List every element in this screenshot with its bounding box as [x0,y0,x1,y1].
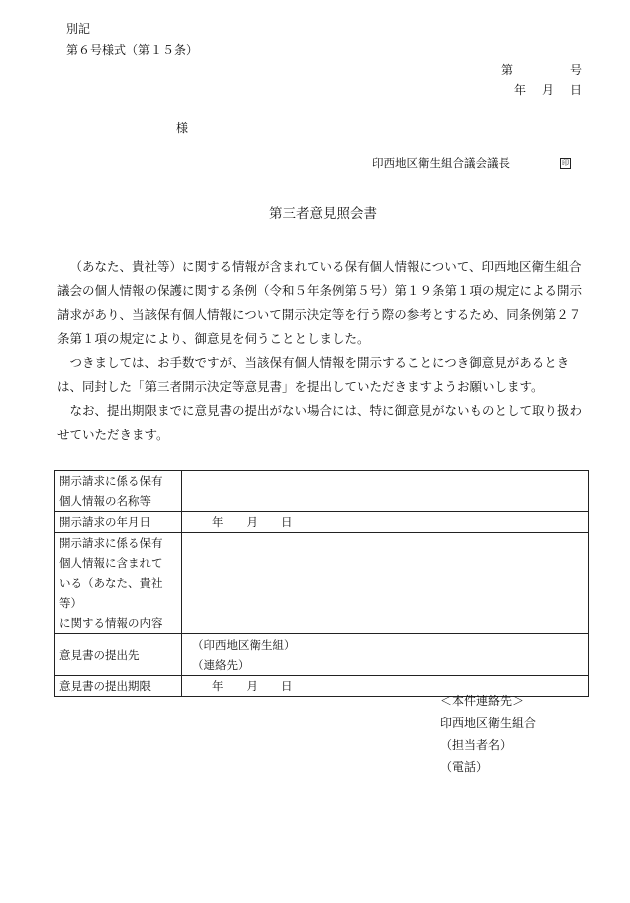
row-value-submission-deadline: 年 月 日 [182,676,589,697]
row-label-line: に関する情報の内容 [59,616,163,630]
contact-phone: （電話） [440,760,489,774]
doc-number-prefix: 第 [501,63,514,77]
contact-block [440,690,536,778]
addressee-honorific: 様 [176,121,189,135]
date-day: 日 [570,83,583,97]
table-row [55,634,589,676]
row-label-line: 個人情報に含まれて [59,556,163,570]
body-paragraph-1: （あなた、貴社等）に関する情報が含まれている保有個人情報について、印西地区衛生組合議会の個人情報の保護に関する条例（令和５年条例第５号）第１９条第１項の規定による開示請求があり、当該保有個人情報について開示決定等を行う際の参考とするため、同条例第２７条第１項の規定により、御意見を伺うこととしました。 [57,259,583,346]
body-paragraph-2: つきましては、お手数ですが、当該保有個人情報を開示することにつき御意見があるときは、同封した「第三者開示決定等意見書」を提出していただきますようお願いします。 [57,355,570,394]
table-row [55,533,589,634]
destination-line: （印西地区衛生組） [192,637,296,652]
table-row [55,512,589,533]
row-label-line: 開示請求に係る保有 [59,474,163,488]
row-value-requested-info [182,471,589,512]
row-label-requested-info [55,471,182,512]
date-month: 月 [542,83,555,97]
contact-heading: ＜本件連絡先＞ [440,694,525,708]
row-label-line: 開示請求に係る保有 [59,536,163,550]
row-label-submission-destination: 意見書の提出先 [55,634,182,676]
document-title: 第三者意見照会書 [269,206,377,222]
body-paragraph-3: なお、提出期限までに意見書の提出がない場合には、特に御意見がないものとして取り扱わせていただきます。 [57,403,583,442]
body-text [57,255,593,447]
date-year: 年 [514,83,527,97]
destination-contact-line: （連絡先） [192,657,250,672]
form-number: 第６号様式（第１５条） [66,43,199,57]
row-label-request-date: 開示請求の年月日 [55,512,182,533]
row-label-submission-deadline: 意見書の提出期限 [55,676,182,697]
contact-person: （担当者名） [440,738,513,752]
contact-organization: 印西地区衛生組合 [440,716,537,730]
row-value-info-content [182,533,589,634]
row-label-info-content [55,533,182,634]
inquiry-table [54,470,589,697]
row-value-request-date: 年 月 日 [182,512,589,533]
seal-mark: 印 [562,159,569,167]
table-row [55,471,589,512]
row-value-submission-destination [182,634,589,676]
doc-number-suffix: 号 [570,63,583,77]
sender-name: 印西地区衛生組合議会議長 [372,156,510,170]
appendix-label: 別記 [66,22,91,36]
row-label-line: 個人情報の名称等 [59,494,151,508]
row-label-line: いる（あなた、貴社等） [59,576,163,610]
